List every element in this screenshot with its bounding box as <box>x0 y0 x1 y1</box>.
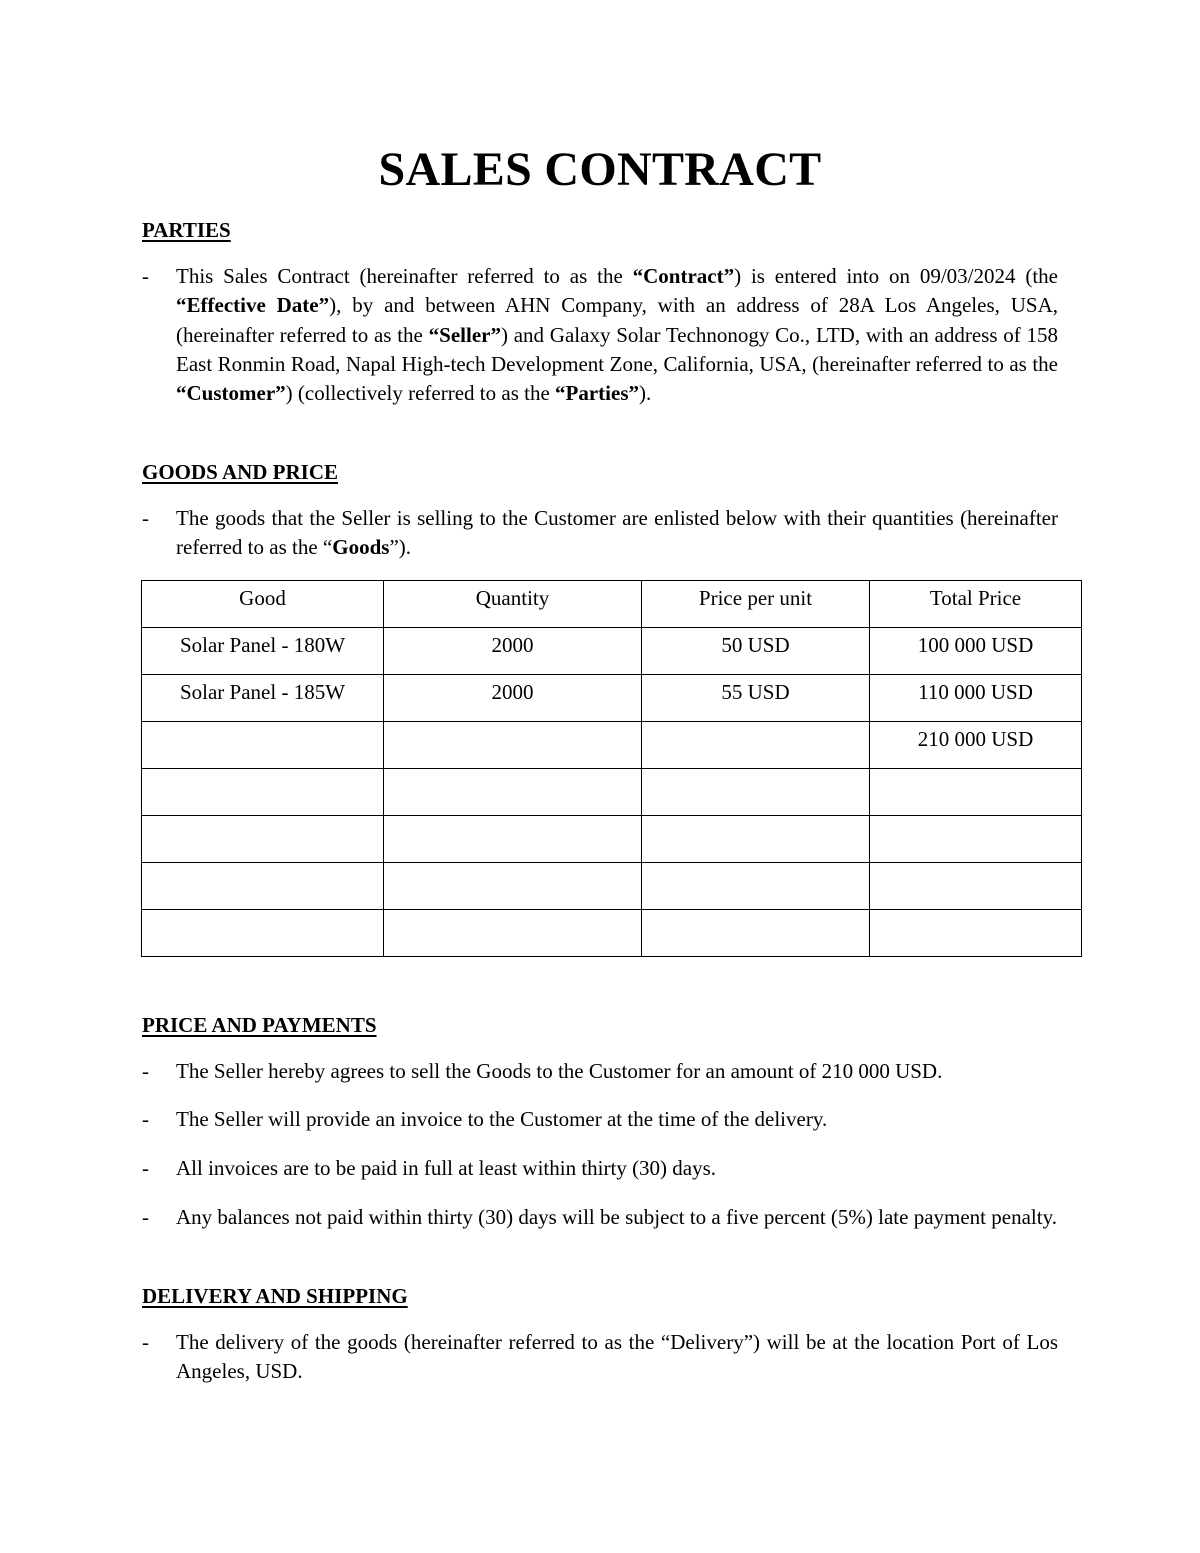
table-header-cell: Total Price <box>870 581 1082 628</box>
list-item <box>142 1057 1058 1086</box>
table-cell <box>384 863 642 910</box>
table-row <box>142 722 1082 769</box>
list-item <box>142 1203 1058 1232</box>
table-cell <box>870 816 1082 863</box>
table-header-cell: Price per unit <box>642 581 870 628</box>
table-cell <box>142 863 384 910</box>
section-heading-delivery: DELIVERY AND SHIPPING <box>142 1284 408 1308</box>
table-cell <box>870 769 1082 816</box>
list-item <box>142 1328 1058 1387</box>
table-header-cell: Good <box>142 581 384 628</box>
section-heading-goods: GOODS AND PRICE <box>142 460 339 484</box>
payment-item-text: The Seller will provide an invoice to the Customer at the time of the delivery. <box>176 1107 828 1131</box>
table-cell <box>642 863 870 910</box>
table-row <box>142 628 1082 675</box>
payment-item-text: All invoices are to be paid in full at least within thirty (30) days. <box>176 1156 717 1180</box>
table-cell <box>142 722 384 769</box>
table-row <box>142 863 1082 910</box>
table-row <box>142 769 1082 816</box>
table-cell <box>384 816 642 863</box>
table-cell <box>642 816 870 863</box>
table-cell <box>642 769 870 816</box>
table-cell: 55 USD <box>642 675 870 722</box>
table-cell <box>870 910 1082 957</box>
list-item <box>142 262 1058 408</box>
document-title: SALES CONTRACT <box>378 143 822 196</box>
bullet-dash: - <box>142 264 149 288</box>
delivery-item-text: The delivery of the goods (hereinafter referred to as the “Delivery”) will be at the location Port of Los Angeles, USD. <box>176 1330 1058 1384</box>
table-cell: 210 000 USD <box>870 722 1082 769</box>
table-row <box>142 816 1082 863</box>
goods-paragraph: The goods that the Seller is selling to the Customer are enlisted below with their quantities (hereinafter referred to as the “Goods”). <box>176 506 1058 560</box>
bullet-dash: - <box>142 506 149 530</box>
bullet-dash: - <box>142 1107 149 1131</box>
bullet-dash: - <box>142 1205 149 1229</box>
list-item <box>142 504 1058 563</box>
table-cell <box>142 769 384 816</box>
table-header-row <box>142 581 1082 628</box>
table-cell <box>870 863 1082 910</box>
table-header-cell: Quantity <box>384 581 642 628</box>
table-cell: Solar Panel - 185W <box>142 675 384 722</box>
table-cell: 2000 <box>384 628 642 675</box>
bullet-dash: - <box>142 1059 149 1083</box>
parties-paragraph: This Sales Contract (hereinafter referred to as the “Contract”) is entered into on 09/03/2024 (the “Effective Date”), by and between AHN Company, with an address of 28A Los Angeles, USA, (hereinafter referred to as the “Seller”) and Galaxy Solar Technonogy Co., LTD, with an address of 158 East Ronmin Road, Napal High-tech Development Zone, California, USA, (hereinafter referred to as the “Customer”) (collectively referred to as the “Parties”). <box>176 264 1059 406</box>
section-heading-payments: PRICE AND PAYMENTS <box>142 1013 377 1037</box>
bullet-dash: - <box>142 1330 149 1354</box>
table-cell: 50 USD <box>642 628 870 675</box>
table-cell: Solar Panel - 180W <box>142 628 384 675</box>
table-cell <box>142 910 384 957</box>
list-item <box>142 1105 1058 1134</box>
section-heading-parties: PARTIES <box>142 218 231 242</box>
payment-item-text: The Seller hereby agrees to sell the Goods to the Customer for an amount of 210 000 USD. <box>176 1059 943 1083</box>
table-cell: 100 000 USD <box>870 628 1082 675</box>
table-cell <box>384 722 642 769</box>
list-item <box>142 1154 1058 1183</box>
table-cell <box>384 769 642 816</box>
table-row <box>142 910 1082 957</box>
table-cell: 110 000 USD <box>870 675 1082 722</box>
table-cell: 2000 <box>384 675 642 722</box>
table-row <box>142 675 1082 722</box>
table-cell <box>642 910 870 957</box>
bullet-dash: - <box>142 1156 149 1180</box>
table-cell <box>384 910 642 957</box>
payment-item-text: Any balances not paid within thirty (30) days will be subject to a five percent (5%) late payment penalty. <box>176 1205 1057 1229</box>
goods-table <box>141 580 1082 957</box>
table-cell <box>142 816 384 863</box>
table-cell <box>642 722 870 769</box>
